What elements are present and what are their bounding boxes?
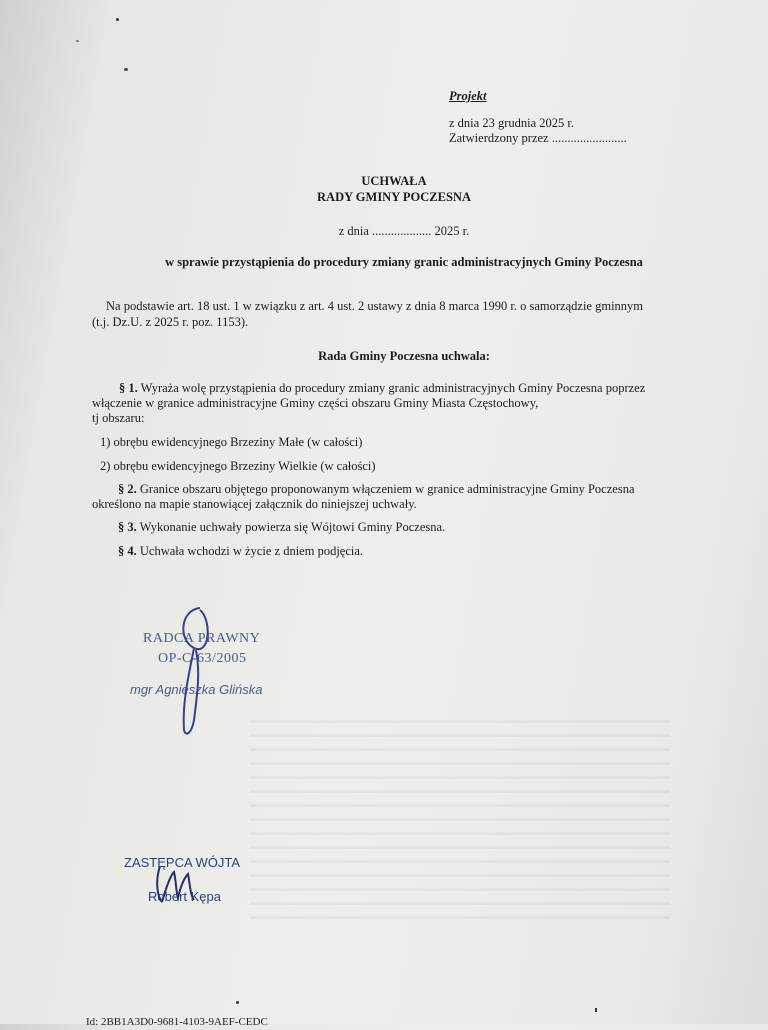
preamble-line-2: (t.j. Dz.U. z 2025 r. poz. 1153).: [92, 315, 249, 329]
paper-speck: [236, 1001, 239, 1004]
section-2-text: Granice obszaru objętego proponowanym włączeniem w granice administracyjne Gminy Poczesna: [139, 482, 635, 496]
legal-stamp-title: RADCA PRAWNY: [143, 631, 261, 646]
section-2: [118, 481, 635, 497]
section-1-label: § 1.: [119, 381, 138, 395]
bleed-through: [250, 720, 670, 930]
deputy-stamp-name: Robert Kępa: [148, 889, 221, 904]
paper-speck: [116, 18, 119, 21]
legal-stamp-number: OP-C-63/2005: [158, 651, 247, 666]
council-resolves: Rada Gminy Poczesna uchwala:: [318, 349, 490, 363]
legal-stamp-name: mgr Agnieszka Glińska: [130, 682, 263, 697]
paper-speck: [124, 68, 128, 71]
approved-by: Zatwierdzony przez ........................: [449, 131, 627, 145]
draft-date: z dnia 23 grudnia 2025 r.: [449, 116, 574, 130]
section-1-line-3: tj obszaru:: [92, 411, 145, 425]
section-1: [119, 380, 645, 396]
paper-speck: [76, 40, 79, 42]
preamble-line-1: Na podstawie art. 18 ust. 1 w związku z art. 4 ust. 2 ustawy z dnia 8 marca 1990 r. o samorządzie gminnym: [106, 299, 644, 313]
section-1-line-2: włączenie w granice administracyjne Gminy części obszaru Gminy Miasta Częstochowy,: [92, 396, 539, 410]
resolution-date: z dnia ................... 2025 r.: [338, 224, 470, 238]
project-label: Projekt: [449, 89, 487, 103]
deputy-stamp-title: ZASTĘPCA WÓJTA: [124, 855, 241, 870]
section-2-label: § 2.: [118, 482, 137, 496]
section-1-text: Wyraża wolę przystąpienia do procedury zmiany granic administracyjnych Gminy Poczesna poprzez: [140, 381, 646, 395]
section-3-label: § 3.: [118, 520, 137, 534]
signature-legal: [160, 600, 230, 740]
paper-speck: [595, 1008, 597, 1012]
list-item: 1) obrębu ewidencyjnego Brzeziny Małe (w całości): [100, 435, 363, 449]
list-item: 2) obrębu ewidencyjnego Brzeziny Wielkie (w całości): [100, 459, 376, 473]
doc-title: UCHWAŁA: [361, 174, 427, 188]
signature-deputy: [150, 858, 200, 908]
section-4-label: § 4.: [118, 544, 137, 558]
section-4-text: Uchwała wchodzi w życie z dniem podjęcia.: [139, 544, 364, 558]
section-3: [118, 519, 445, 535]
document-id: Id: 2BB1A3D0-9681-4103-9AEF-CEDC: [86, 1016, 268, 1028]
section-2-line-2: określono na mapie stanowiącej załącznik do niniejszej uchwały.: [92, 497, 417, 511]
section-4: [118, 543, 363, 559]
section-3-text: Wykonanie uchwały powierza się Wójtowi Gminy Poczesna.: [139, 520, 446, 534]
council-name: RADY GMINY POCZESNA: [317, 190, 471, 204]
resolution-subject: w sprawie przystąpienia do procedury zmiany granic administracyjnych Gminy Poczesna: [165, 255, 643, 269]
